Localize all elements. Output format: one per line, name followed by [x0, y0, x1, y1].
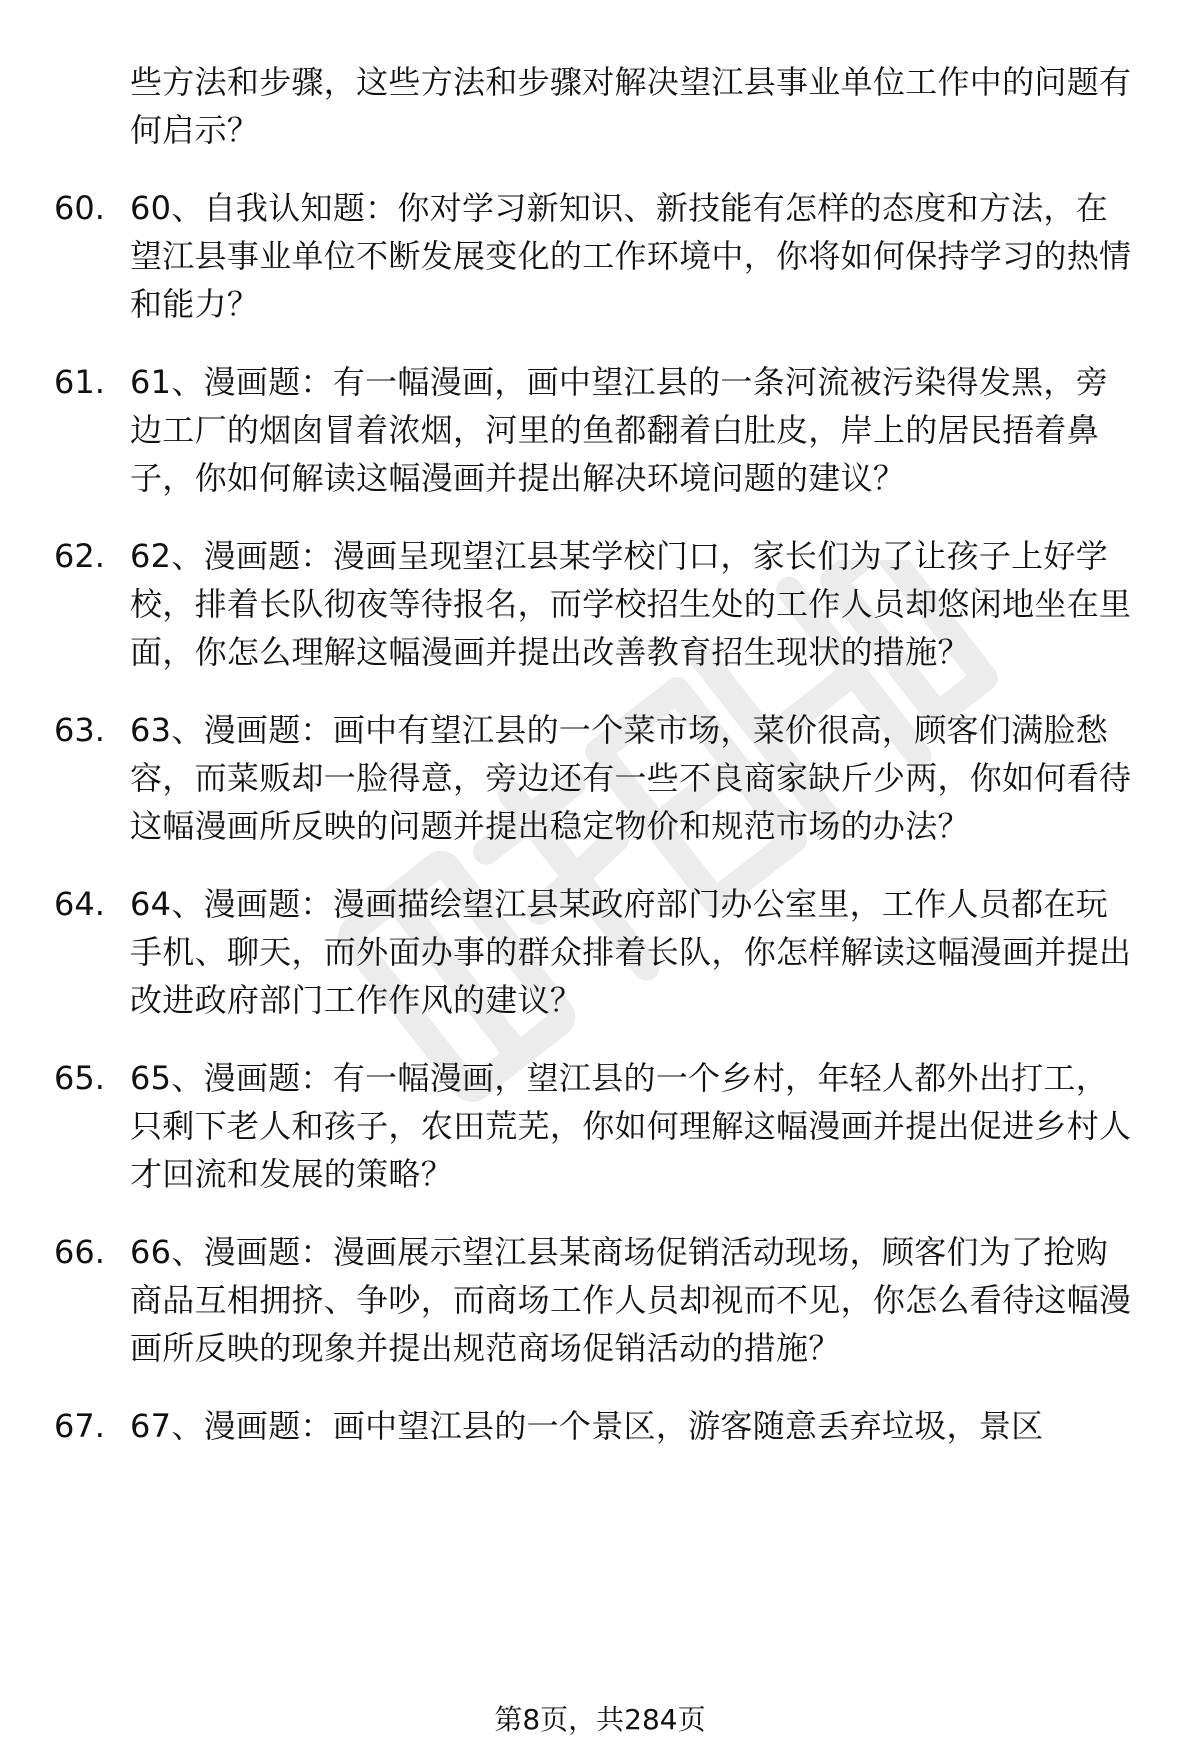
item-number: 67. [54, 1407, 105, 1445]
item-number: 66. [54, 1233, 105, 1271]
item-text: 63、漫画题：画中有望江县的一个菜市场，菜价很高，顾客们满脸愁容，而菜贩却一脸得意，旁边还有一些不良商家缺斤少两，你如何看待这幅漫画所反映的问题并提出稳定物价和规范市场的办法？ [130, 711, 1132, 845]
list-item [0, 1402, 1200, 1450]
list-item [0, 532, 1200, 676]
list-item [0, 1054, 1200, 1198]
item-number: 60. [54, 189, 105, 227]
list-item [0, 184, 1200, 328]
item-text: 62、漫画题：漫画呈现望江县某学校门口，家长们为了让孩子上好学校，排着长队彻夜等待报名，而学校招生处的工作人员却悠闲地坐在里面，你怎么理解这幅漫画并提出改善教育招生现状的措施？ [130, 537, 1132, 671]
item-text: 66、漫画题：漫画展示望江县某商场促销活动现场，顾客们为了抢购商品互相拥挤、争吵，而商场工作人员却视而不见，你怎么看待这幅漫画所反映的现象并提出规范商场促销活动的措施？ [130, 1233, 1132, 1367]
item-text: 60、自我认知题：你对学习新知识、新技能有怎样的态度和方法，在望江县事业单位不断发展变化的工作环境中，你将如何保持学习的热情和能力？ [130, 189, 1132, 323]
item-text: 65、漫画题：有一幅漫画，望江县的一个乡村，年轻人都外出打工，只剩下老人和孩子，农田荒芜，你如何理解这幅漫画并提出促进乡村人才回流和发展的策略？ [130, 1059, 1132, 1193]
continued-paragraph [0, 58, 1200, 154]
continued-text: 些方法和步骤，这些方法和步骤对解决望江县事业单位工作中的问题有何启示？ [130, 63, 1132, 149]
item-number: 64. [54, 885, 105, 923]
item-number: 62. [54, 537, 105, 575]
list-item [0, 880, 1200, 1024]
question-list [0, 58, 1200, 1480]
page-footer: 第8页，共284页 [494, 1703, 706, 1736]
list-item [0, 1228, 1200, 1372]
item-number: 63. [54, 711, 105, 749]
item-text: 64、漫画题：漫画描绘望江县某政府部门办公室里，工作人员都在玩手机、聊天，而外面办事的群众排着长队，你怎样解读这幅漫画并提出改进政府部门工作作风的建议？ [130, 885, 1132, 1019]
item-number: 65. [54, 1059, 105, 1097]
list-item [0, 706, 1200, 850]
item-text: 67、漫画题：画中望江县的一个景区，游客随意丢弃垃圾，景区 [130, 1407, 1044, 1445]
list-item [0, 358, 1200, 502]
item-text: 61、漫画题：有一幅漫画，画中望江县的一条河流被污染得发黑，旁边工厂的烟囱冒着浓烟，河里的鱼都翻着白肚皮，岸上的居民捂着鼻子，你如何解读这幅漫画并提出解决环境问题的建议？ [130, 363, 1109, 497]
item-number: 61. [54, 363, 105, 401]
